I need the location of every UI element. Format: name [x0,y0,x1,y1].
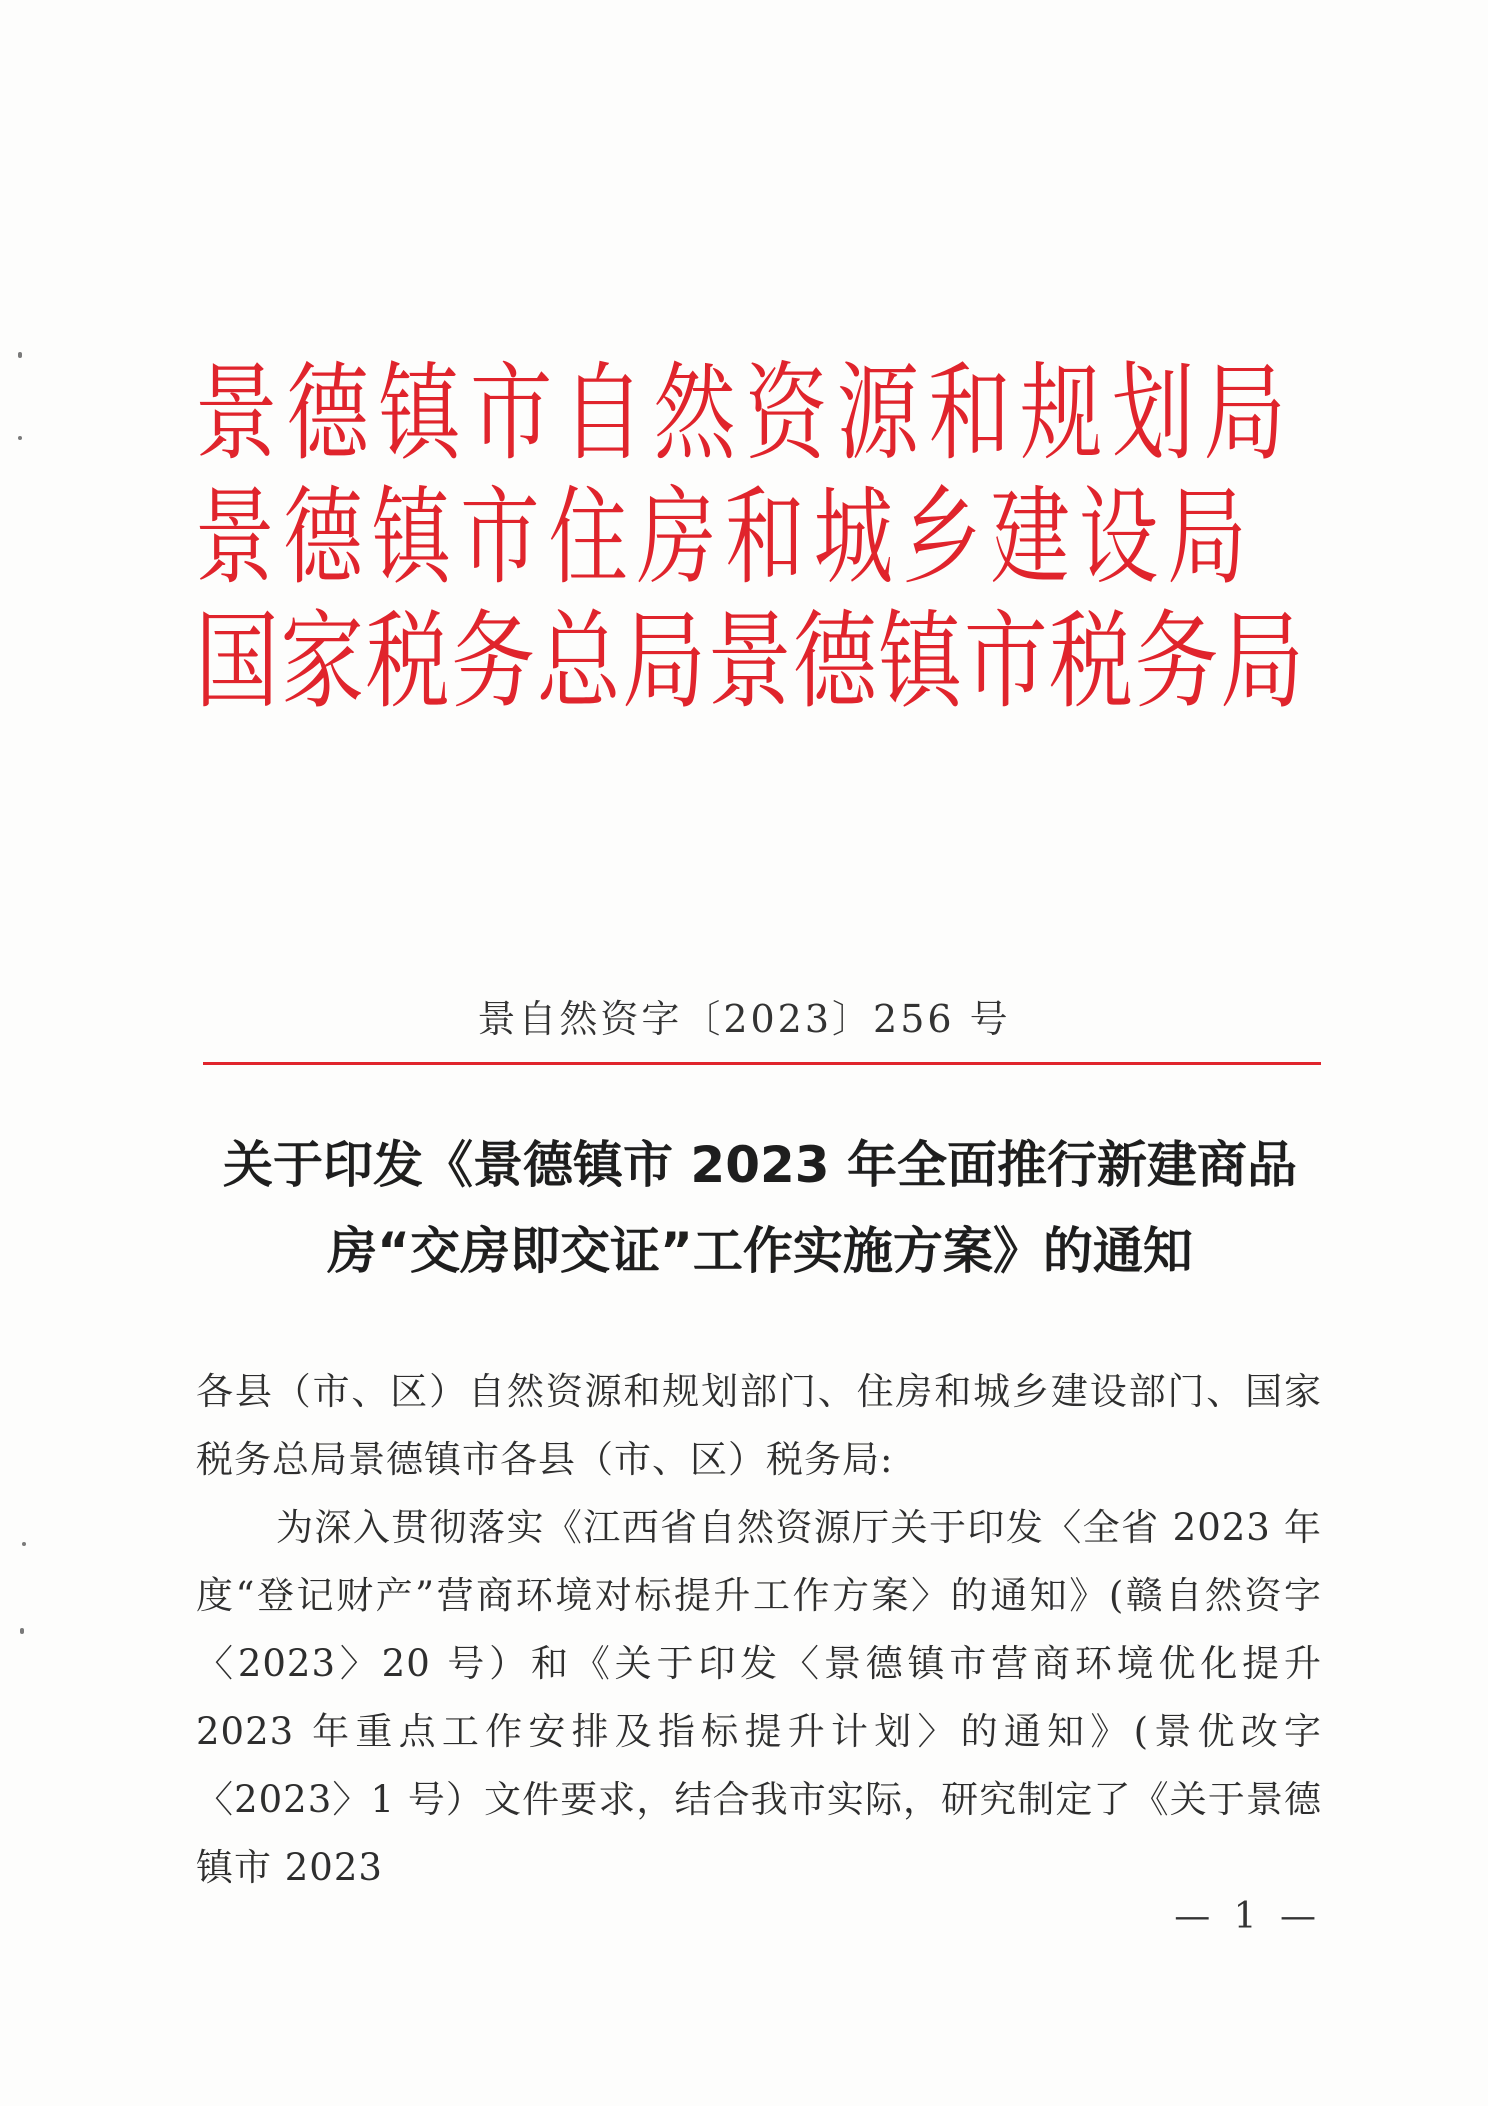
scan-speck [18,352,22,358]
red-divider-line [203,1062,1321,1065]
title-line-1: 关于印发《景德镇市 2023 年全面推行新建商品 [223,1136,1297,1194]
scan-speck [20,1628,24,1634]
title-line-2: 房“交房即交证”工作实施方案》的通知 [327,1222,1193,1280]
page-number: — 1 — [1174,1896,1322,1937]
issuing-authorities [195,352,1345,724]
document-number: 景自然资字〔2023〕256 号 [477,997,1011,1041]
document-title [190,1122,1330,1294]
scan-speck [22,1542,26,1546]
scan-speck [18,436,22,440]
issuer-line-3: 国家税务总局景德镇市税务局 [195,600,1306,723]
body-paragraph: 为深入贯彻落实《江西省自然资源厅关于印发〈全省 2023 年度“登记财产”营商环境对标提升工作方案〉的通知》(赣自然资字〈2023〉20 号）和《关于印发〈景德镇市营商环境优化提升 2023 年重点工作安排及指标提升计划〉的通知》(景优改字〈2023〉1 号）文件要求，结合我市实际，研究制定了《关于景德镇市 2023 [196,1506,1322,1889]
document-body [196,1358,1322,1902]
issuer-line-2: 景德镇市住房和城乡建设局 [195,476,1256,599]
issuer-line-1: 景德镇市自然资源和规划局 [195,352,1296,475]
addressee-paragraph: 各县（市、区）自然资源和规划部门、住房和城乡建设部门、国家税务总局景德镇市各县（市、区）税务局: [196,1370,1322,1481]
